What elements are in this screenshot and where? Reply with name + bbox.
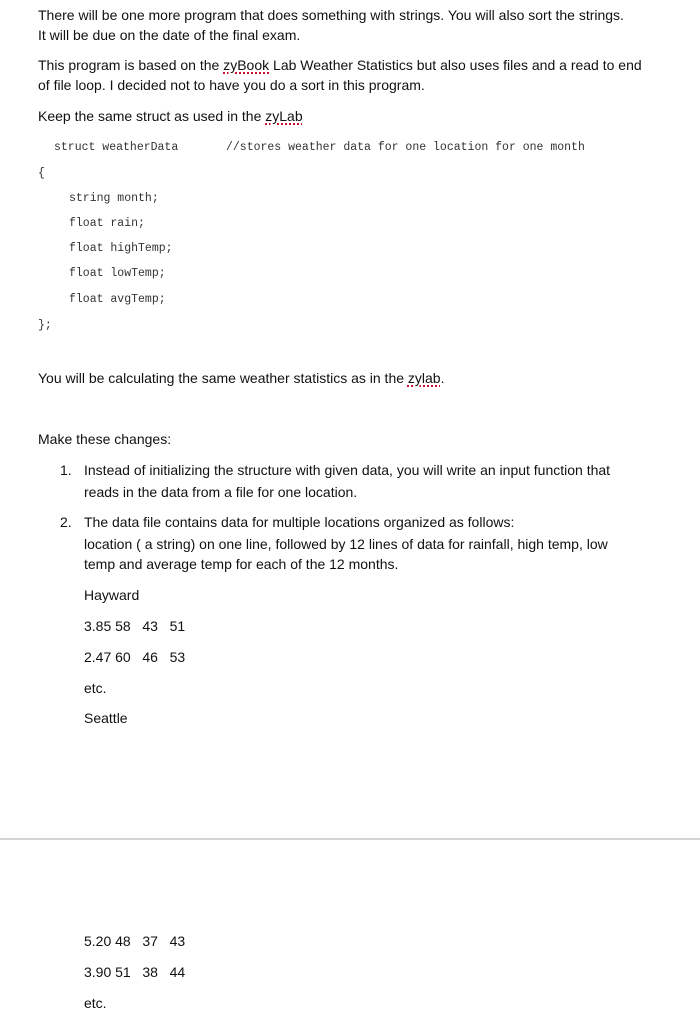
example-etc-1: etc. <box>84 680 107 696</box>
zylab-word: zyLab <box>265 108 303 124</box>
intro-line-1: There will be one more program that does something with strings. You will also sort the strings. <box>38 7 624 23</box>
zybook-word: zyBook <box>223 57 270 73</box>
zylab-word-2: zylab <box>407 370 441 386</box>
field-rain: float rain; <box>69 217 145 230</box>
field-month: string month; <box>69 192 159 205</box>
basis-text-a: This program is based on the <box>38 57 224 73</box>
list-number-1: 1. <box>60 462 72 478</box>
field-avg-temp: float avgTemp; <box>69 293 166 306</box>
item1-line-2: reads in the data from a file for one location. <box>84 484 358 500</box>
close-brace: }; <box>38 319 52 332</box>
calc-line <box>38 368 444 388</box>
struct-declaration: struct weatherData <box>54 141 179 154</box>
basis-line-2: of file loop. I decided not to have you do a sort in this program. <box>38 77 425 93</box>
calc-text: You will be calculating the same weather statistics as in the <box>38 370 408 386</box>
example-row-4: 3.90 51 38 44 <box>84 964 186 980</box>
field-high-temp: float highTemp; <box>69 242 173 255</box>
basis-text-b: Lab Weather Statistics but also uses files and a read to end <box>269 57 642 73</box>
calc-end: . <box>440 370 445 386</box>
item2-line-2: location ( a string) on one line, followed by 12 lines of data for rainfall, high temp, low <box>84 536 608 552</box>
open-brace: { <box>38 167 45 180</box>
page-break <box>0 838 700 840</box>
example-etc-2: etc. <box>84 995 107 1011</box>
example-location-1: Hayward <box>84 587 140 603</box>
example-row-3: 5.20 48 37 43 <box>84 933 186 949</box>
changes-heading: Make these changes: <box>38 431 172 447</box>
example-location-2: Seattle <box>84 710 128 726</box>
item2-line-1: The data file contains data for multiple locations organized as follows: <box>84 514 515 530</box>
example-row-2: 2.47 60 46 53 <box>84 649 186 665</box>
intro-line-2: It will be due on the date of the final exam. <box>38 27 301 43</box>
item2-line-3: temp and average temp for each of the 12 months. <box>84 556 399 572</box>
item1-line-1: Instead of initializing the structure with given data, you will write an input function that <box>84 462 611 478</box>
struct-comment: //stores weather data for one location for one month <box>226 141 585 154</box>
list-number-2: 2. <box>60 514 72 530</box>
keep-struct-line <box>38 106 303 126</box>
basis-line-1 <box>38 55 642 75</box>
example-row-1: 3.85 58 43 51 <box>84 618 186 634</box>
keep-text: Keep the same struct as used in the <box>38 108 266 124</box>
field-low-temp: float lowTemp; <box>69 267 166 280</box>
